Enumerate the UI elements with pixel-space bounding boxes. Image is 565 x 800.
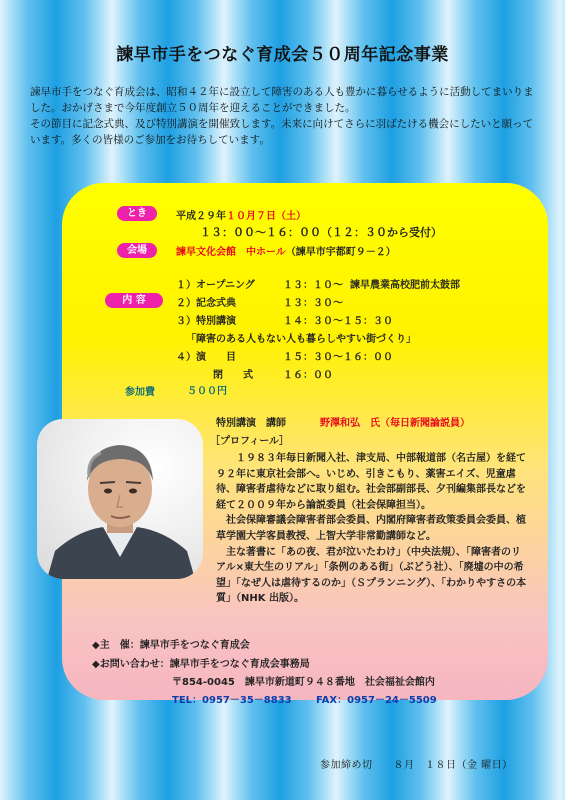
fee-value: ５００円 [187,386,227,397]
program-item: ２）記念式典 [176,298,236,309]
contact-address: 〒854-0045 諫早市新道町９４８番地 社会福祉会館内 [172,677,435,688]
speaker-photo [37,419,203,579]
organizer: ◆主 催：諫早市手をつなぐ育成会 [92,640,250,651]
inquiry: ◆お問い合わせ：諫早市手をつなぐ育成会事務局 [92,659,310,670]
program-time: １３：１０〜 [283,280,343,291]
program-item: １）オープニング [176,280,255,291]
speaker-label: 特別講演 講師 [216,418,286,429]
venue-address: （諫早市宇都町９－２） [285,247,396,258]
content-label: 内 容 [105,293,163,308]
program-time: １３：３０〜 [283,298,343,309]
event-time: １３：００〜１６：００（１２：３０から受付） [200,226,442,239]
page-title: 諫早市手をつなぐ育成会５０周年記念事業 [116,45,449,65]
speaker-name: 野澤和弘 氏（毎日新聞論説員） [320,418,470,429]
bio-paragraph: １９８３年毎日新聞入社、津支局、中部報道部（名古屋）を経て９２年に東京社会部へ。いじめ、引きこもり、薬害エイズ、児童虐待、障害者虐待などに取り組む。社会部副部長、夕刊編集部長などを経て２００９年から論説委員（社会保障担当）。 [216,453,526,511]
date-highlight: １０月７日（土） [226,211,306,222]
event-venue [176,243,396,258]
date-prefix: 平成２９年 [176,211,226,222]
program-item: ４）演 目 [176,352,236,363]
venue-label: 会場 [117,243,157,258]
contact-tel: TEL：0957－35－8833 [172,695,292,706]
bio-paragraph: 主な著書に「あの夜、君が泣いたわけ」（中央法規）、「障害者のリアル×東大生のリアル」「条例のある街」（ぶどう社）、「廃墟の中の希望」「なぜ人は虐待するのか」（Ｓプランニング）、「わかりやすさの本質」（NHK 出版）。 [216,546,527,605]
program-time: １６：００ [283,370,333,381]
program-time: １４：３０〜１５：３０ [283,316,393,327]
program-item: ３）特別講演 [176,316,236,327]
venue-name: 諫早文化会館 中ホール [176,247,286,258]
intro-paragraph: 諫早市手をつなぐ育成会は、昭和４２年に設立して障害のある人も豊かに暮らせるように活動してまいりました。おかげさまで今年度創立５０周年を迎えることができました。 [30,86,534,114]
intro-paragraph: その節目に記念式典、及び特別講演を開催致します。未来に向けてさらに羽ばたける機会にしたいと願っています。多くの皆様のご参加をお待ちしています。 [30,118,534,146]
intro-text [30,84,540,148]
bio-paragraph: 社会保障審議会障害者部会委員、内閣府障害者政策委員会委員、植草学園大学客員教授、上智大学非常勤講師など。 [216,515,526,542]
event-date [176,207,306,222]
profile-label: ［プロフィール］ [210,436,289,447]
when-label: とき [117,206,157,221]
lecture-title: 「障害のある人もない人も暮らしやすい街づくり」 [186,334,416,345]
program-note: 諫早農業高校肥前太鼓部 [350,280,460,291]
fee-label: 参加費 [125,387,155,398]
program-item: 閉 式 [213,370,253,381]
program-time: １５：３０〜１６：００ [283,352,393,363]
deadline: 参加締め切 ８月 １８日（金 曜日） [320,760,513,771]
speaker-bio [216,451,528,607]
contact-fax: FAX：0957－24－5509 [316,695,437,706]
